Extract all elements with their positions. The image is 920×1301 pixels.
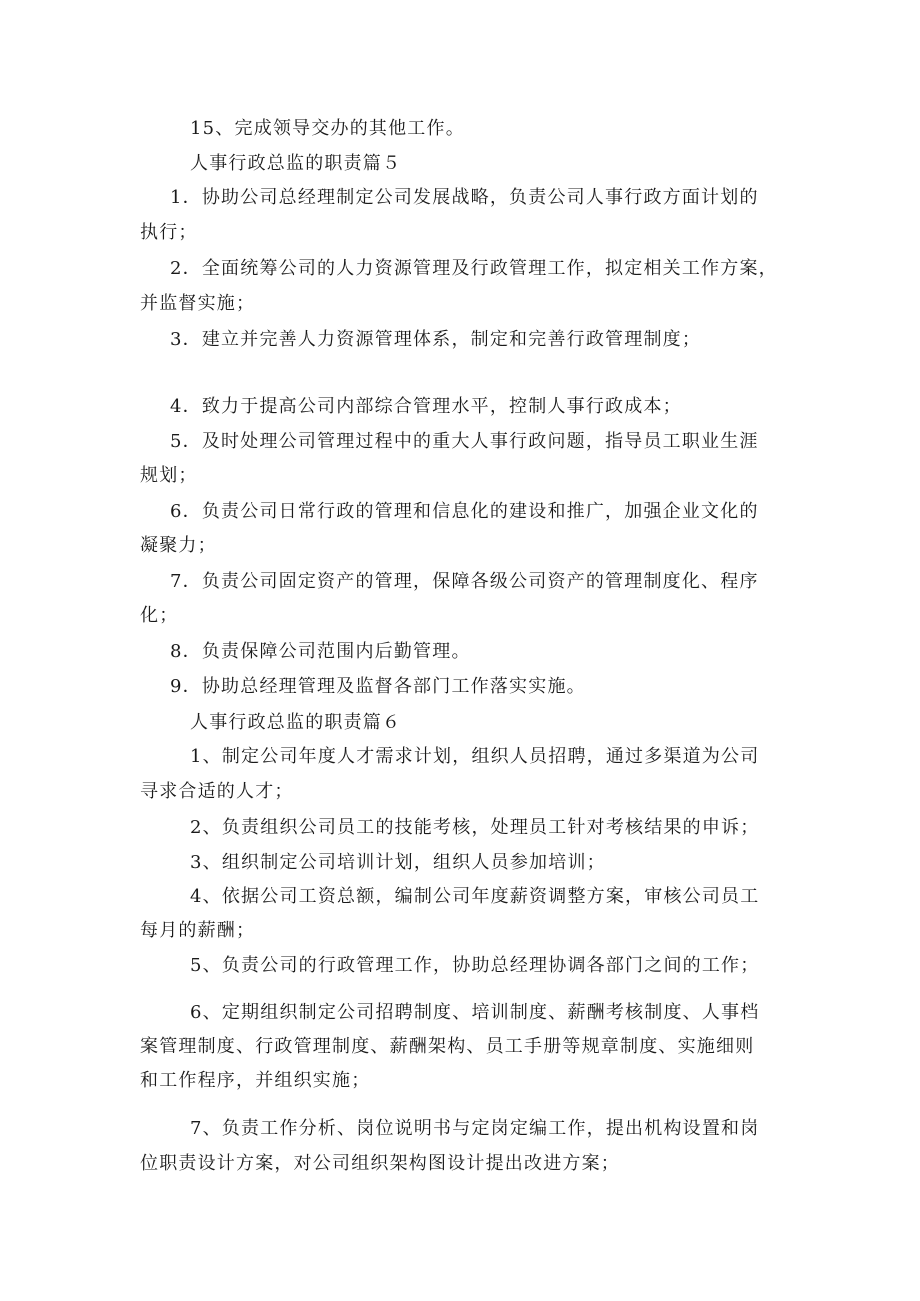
paragraph-line: 执行； bbox=[140, 222, 198, 243]
paragraph-line: 3．建立并完善人力资源管理体系，制定和完善行政管理制度； bbox=[170, 329, 702, 350]
paragraph-line: 并监督实施； bbox=[140, 293, 256, 314]
paragraph-line: 1．协助公司总经理制定公司发展战略，负责公司人事行政方面计划的 bbox=[170, 187, 759, 208]
paragraph-line: 9．协助总经理管理及监督各部门工作落实实施。 bbox=[170, 676, 586, 697]
paragraph-line: 15、完成领导交办的其他工作。 bbox=[190, 118, 465, 139]
paragraph-line: 每月的薪酬； bbox=[140, 920, 256, 941]
paragraph-line: 位职责设计方案，对公司组织架构图设计提出改进方案； bbox=[140, 1153, 620, 1174]
section-heading: 人事行政总监的职责篇５ bbox=[190, 153, 402, 174]
paragraph-line: 凝聚力； bbox=[140, 535, 217, 556]
paragraph-line: 案管理制度、行政管理制度、薪酬架构、员工手册等规章制度、实施细则 bbox=[140, 1036, 755, 1057]
paragraph-line: 6、定期组织制定公司招聘制度、培训制度、薪酬考核制度、人事档 bbox=[190, 1002, 760, 1023]
paragraph-line: 7、负责工作分析、岗位说明书与定岗定编工作，提出机构设置和岗 bbox=[190, 1118, 760, 1139]
paragraph-line: 规划； bbox=[140, 465, 198, 486]
paragraph-line: 和工作程序，并组织实施； bbox=[140, 1070, 371, 1091]
paragraph-line: 5．及时处理公司管理过程中的重大人事行政问题，指导员工职业生涯 bbox=[170, 431, 759, 452]
paragraph-line: 2、负责组织公司员工的技能考核，处理员工针对考核结果的申诉； bbox=[190, 817, 760, 838]
section-heading: 人事行政总监的职责篇６ bbox=[190, 712, 402, 733]
paragraph-line: 化； bbox=[140, 605, 179, 626]
paragraph-line: 2．全面统筹公司的人力资源管理及行政管理工作，拟定相关工作方案， bbox=[170, 258, 778, 279]
paragraph-line: 寻求合适的人才； bbox=[140, 781, 294, 802]
paragraph-line: 6．负责公司日常行政的管理和信息化的建设和推广，加强企业文化的 bbox=[170, 501, 759, 522]
paragraph-line: 4．致力于提高公司内部综合管理水平，控制人事行政成本； bbox=[170, 396, 682, 417]
paragraph-line: 3、组织制定公司培训计划，组织人员参加培训； bbox=[190, 852, 606, 873]
paragraph-line: 5、负责公司的行政管理工作，协助总经理协调各部门之间的工作； bbox=[190, 955, 760, 976]
paragraph-line: 4、依据公司工资总额，编制公司年度薪资调整方案，审核公司员工 bbox=[190, 886, 760, 907]
paragraph-line: 8．负责保障公司范围内后勤管理。 bbox=[170, 641, 471, 662]
paragraph-line: 7．负责公司固定资产的管理，保障各级公司资产的管理制度化、程序 bbox=[170, 571, 759, 592]
paragraph-line: 1、制定公司年度人才需求计划，组织人员招聘，通过多渠道为公司 bbox=[190, 746, 760, 767]
